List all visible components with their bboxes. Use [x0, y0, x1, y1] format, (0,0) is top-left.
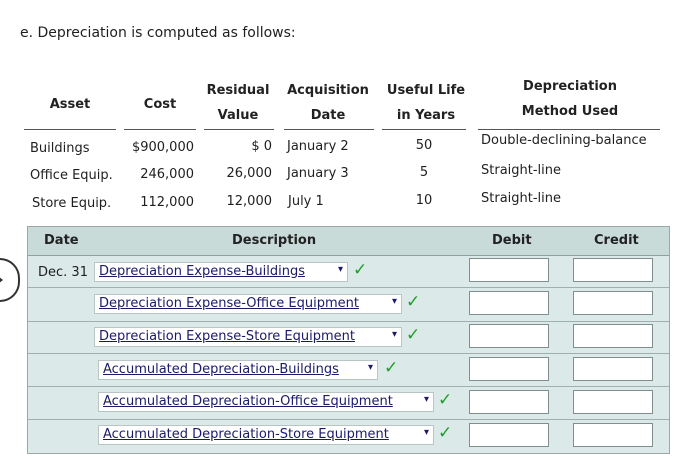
journal-header-description: Description — [232, 233, 317, 248]
chevron-down-icon: ▾ — [391, 329, 397, 340]
checkmark-icon: ✓ — [438, 423, 453, 443]
asset-name: Store Equip. — [32, 196, 112, 211]
row-divider — [28, 419, 669, 420]
asset-cost: $900,000 — [131, 140, 194, 155]
checkmark-icon: ✓ — [406, 325, 421, 345]
header-method-2: Method Used — [521, 104, 619, 119]
header-rule-life — [382, 129, 466, 130]
row-divider — [28, 386, 669, 387]
row-divider — [28, 287, 669, 288]
chevron-down-icon: ▾ — [391, 296, 397, 307]
header-rule-asset — [24, 129, 116, 130]
header-rule-residual — [204, 129, 274, 130]
header-life-2: in Years — [396, 108, 456, 123]
credit-input-2[interactable] — [573, 291, 653, 315]
header-asset: Asset — [49, 97, 91, 112]
asset-method: Straight-line — [481, 163, 562, 178]
account-select-2[interactable] — [94, 294, 402, 314]
journal-header-debit: Debit — [492, 233, 532, 248]
asset-name: Office Equip. — [30, 168, 113, 183]
header-acquisition-1: Acquisition — [287, 83, 369, 98]
header-acquisition-2: Date — [310, 108, 346, 123]
chevron-down-icon: ▾ — [367, 362, 373, 373]
chevron-down-icon: ▾ — [337, 264, 343, 275]
asset-cost: 112,000 — [140, 195, 194, 210]
asset-date: January 2 — [287, 139, 349, 154]
journal-header — [28, 227, 669, 256]
account-select-value: Accumulated Depreciation-Store Equipment — [103, 427, 389, 442]
header-method-1: Depreciation — [523, 79, 617, 94]
checkmark-icon: ✓ — [438, 390, 453, 410]
account-select-4[interactable] — [98, 360, 378, 380]
header-rule-method — [478, 129, 660, 130]
debit-input-3[interactable] — [469, 324, 549, 348]
account-select-value: Depreciation Expense-Buildings — [99, 264, 305, 279]
expand-arrow-icon[interactable] — [0, 258, 20, 302]
journal-entry-table — [27, 226, 670, 454]
account-select-3[interactable] — [94, 327, 402, 347]
header-rule-acquisition — [284, 129, 374, 130]
asset-cost: 246,000 — [140, 167, 194, 182]
journal-date: Dec. 31 — [38, 265, 88, 280]
asset-method: Double-declining-balance — [481, 133, 647, 148]
debit-input-6[interactable] — [469, 423, 549, 447]
chevron-down-icon: ▾ — [423, 394, 429, 405]
asset-life: 50 — [415, 138, 433, 153]
header-rule-cost — [124, 129, 196, 130]
credit-input-6[interactable] — [573, 423, 653, 447]
checkmark-icon: ✓ — [384, 358, 399, 378]
account-select-value: Depreciation Expense-Office Equipment — [99, 296, 359, 311]
chevron-down-icon: ▾ — [423, 427, 429, 438]
credit-input-5[interactable] — [573, 390, 653, 414]
header-residual-1: Residual — [206, 83, 270, 98]
asset-life: 5 — [419, 165, 429, 180]
section-heading: e. Depreciation is computed as follows: — [20, 25, 296, 41]
header-residual-2: Value — [217, 108, 259, 123]
credit-input-4[interactable] — [573, 357, 653, 381]
debit-input-5[interactable] — [469, 390, 549, 414]
debit-input-1[interactable] — [469, 258, 549, 282]
credit-input-1[interactable] — [573, 258, 653, 282]
credit-input-3[interactable] — [573, 324, 653, 348]
checkmark-icon: ✓ — [353, 260, 368, 280]
asset-life: 10 — [415, 193, 433, 208]
account-select-5[interactable] — [98, 392, 434, 412]
account-select-value: Depreciation Expense-Store Equipment — [99, 329, 355, 344]
account-select-6[interactable] — [98, 425, 434, 445]
account-select-1[interactable] — [94, 262, 348, 282]
header-life-1: Useful Life — [386, 83, 466, 98]
row-divider — [28, 321, 669, 322]
asset-residual: 26,000 — [226, 166, 272, 181]
account-select-value: Accumulated Depreciation-Office Equipment — [103, 394, 393, 409]
journal-header-date: Date — [44, 233, 79, 248]
header-cost: Cost — [143, 97, 177, 112]
asset-residual: 12,000 — [226, 194, 272, 209]
asset-method: Straight-line — [481, 191, 562, 206]
account-select-value: Accumulated Depreciation-Buildings — [103, 362, 339, 377]
checkmark-icon: ✓ — [406, 292, 421, 312]
asset-residual: $ 0 — [251, 139, 272, 154]
asset-date: January 3 — [287, 166, 349, 181]
debit-input-2[interactable] — [469, 291, 549, 315]
asset-name: Buildings — [30, 141, 90, 156]
debit-input-4[interactable] — [469, 357, 549, 381]
journal-header-credit: Credit — [594, 233, 639, 248]
asset-date: July 1 — [288, 194, 324, 209]
row-divider — [28, 353, 669, 354]
